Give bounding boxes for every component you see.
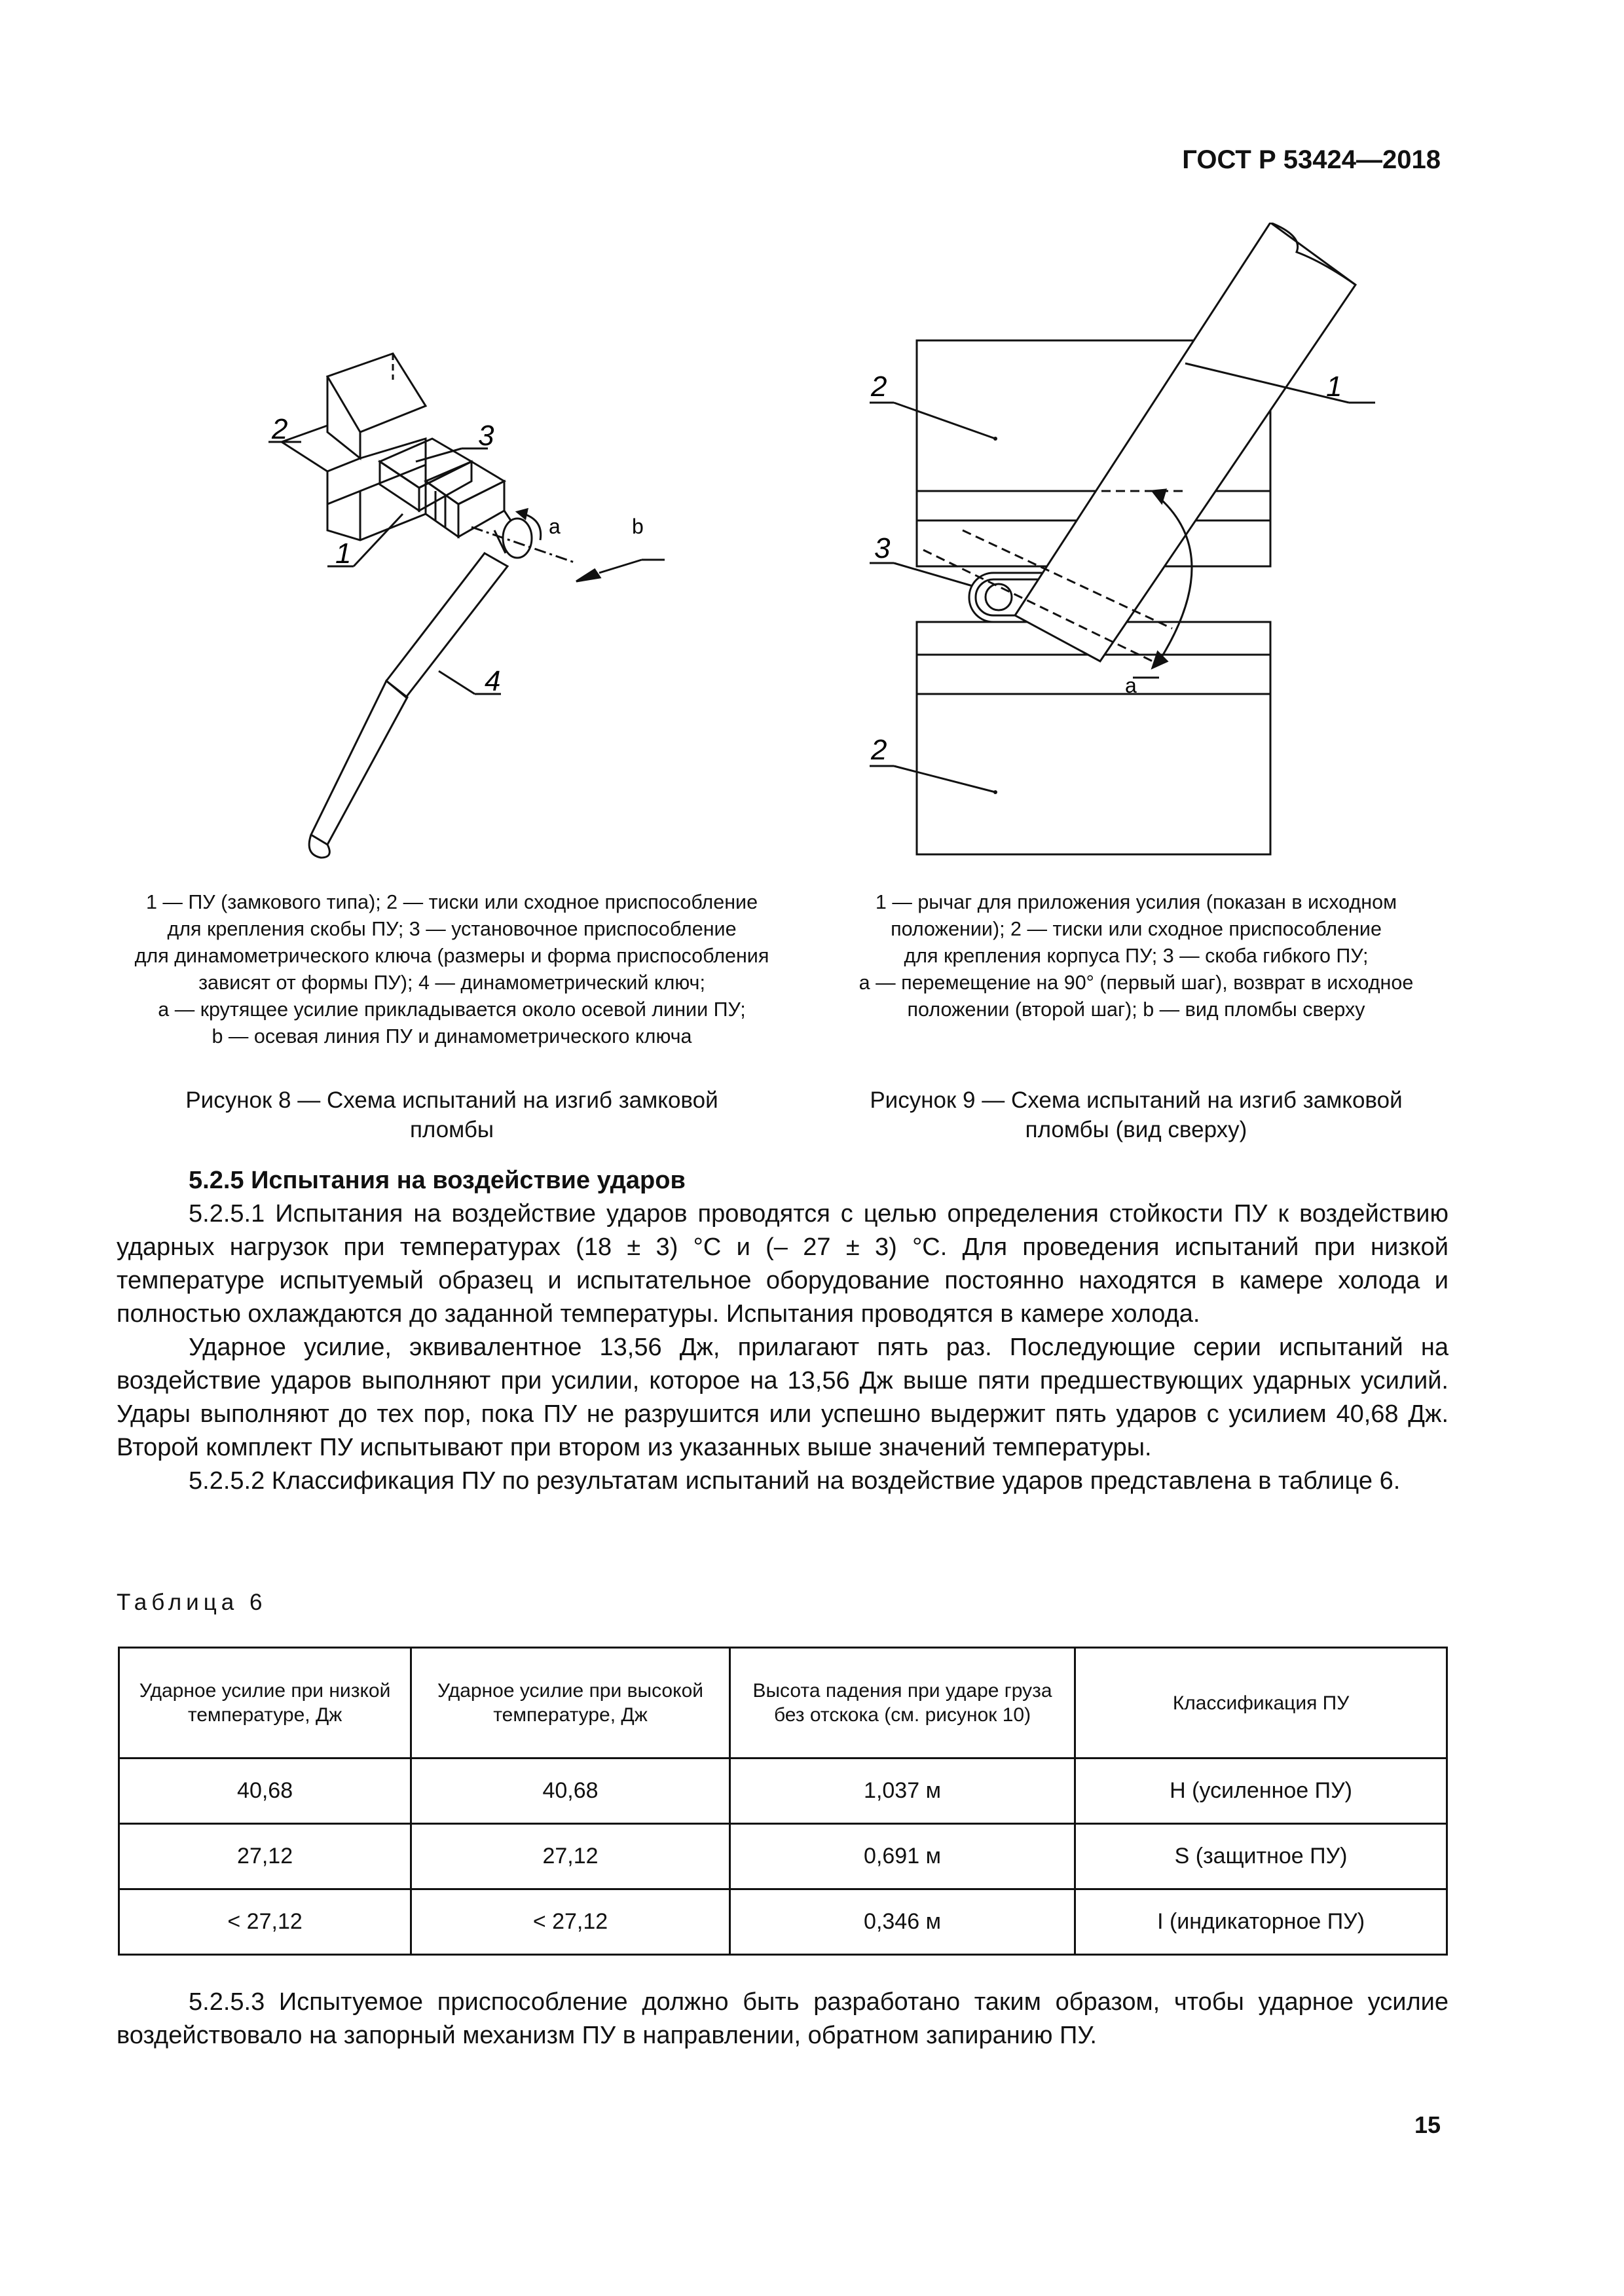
table-cell: 0,346 м xyxy=(729,1889,1075,1955)
table-cell: I (индикаторное ПУ) xyxy=(1075,1889,1447,1955)
leader-2-lower xyxy=(282,442,327,471)
legend-line: b — осевая линия ПУ и динамометрического ключа xyxy=(212,1025,692,1048)
shackle-pin xyxy=(986,584,1012,610)
legend-line: положении (второй шаг); b — вид пломбы сверху xyxy=(907,998,1365,1021)
view-arrowhead xyxy=(576,570,600,581)
column-header: Высота падения при ударе груза без отскока (см. рисунок 10) xyxy=(729,1648,1075,1758)
caption-line: пломбы xyxy=(409,1117,494,1142)
leader-3 xyxy=(416,448,462,462)
table-6 xyxy=(118,1647,1448,1956)
column-header: Ударное усилие при низкой температуре, Дж xyxy=(119,1648,411,1758)
leader-dot xyxy=(993,437,997,441)
vise-upper-side xyxy=(327,376,360,458)
figure-9-caption xyxy=(796,1085,1477,1144)
table-cell: Н (усиленное ПУ) xyxy=(1075,1758,1447,1824)
legend-line: для крепления корпуса ПУ; 3 — скоба гибкого ПУ; xyxy=(904,945,1369,967)
leader-2a xyxy=(894,403,995,439)
leader-2b xyxy=(894,766,995,792)
legend-line: а — перемещение на 90° (первый шаг), возврат в исходное xyxy=(858,972,1414,994)
vise-lower-side xyxy=(327,465,426,540)
paragraph-5-2-5-2: 5.2.5.2 Классификация ПУ по результатам испытаний на воздействие ударов представлена в таблице 6. xyxy=(189,1467,1401,1495)
table-cell: 1,037 м xyxy=(729,1758,1075,1824)
fig8-label-1: 1 xyxy=(335,538,352,570)
table-cell: 40,68 xyxy=(411,1758,730,1824)
figure-8-caption xyxy=(111,1085,792,1144)
legend-line: а — крутящее усилие прикладывается около осевой линии ПУ; xyxy=(158,998,746,1021)
fig8-label-2: 2 xyxy=(272,413,288,445)
fig8-label-4: 4 xyxy=(485,665,501,697)
fig9-label-a: a xyxy=(1125,674,1137,697)
table-cell: 27,12 xyxy=(119,1824,411,1889)
table-row xyxy=(119,1758,1447,1824)
socket-edge xyxy=(504,511,511,520)
lever-body xyxy=(1015,223,1356,661)
paragraph-impact-force: Ударное усилие, эквивалентное 13,56 Дж, прилагают пять раз. Последующие серии испытаний на воздействие ударов выполняют при усилии, которое на 13,56 Дж выше пяти предшествующих ударных усилий. Удары выполняют до тех пор, пока ПУ не разрушится или успешно выдержит пять ударов с усилием 40,68 Дж. Второй комплект ПУ испытывают при втором из указанных выше значений температуры. xyxy=(117,1334,1449,1461)
page-number: 15 xyxy=(1414,2111,1441,2138)
wrench-grip-end xyxy=(309,835,329,858)
table-cell: 27,12 xyxy=(411,1824,730,1889)
table-row xyxy=(119,1824,1447,1889)
fig9-label-1: 1 xyxy=(1326,371,1342,403)
legend-line: для динамометрического ключа (размеры и форма приспособления xyxy=(134,945,769,967)
caption-line: Рисунок 8 — Схема испытаний на изгиб замковой xyxy=(185,1087,718,1113)
view-arrow-line xyxy=(599,560,642,573)
legend-line: для крепления скобы ПУ; 3 — установочное приспособление xyxy=(167,918,737,940)
table-cell: 40,68 xyxy=(119,1758,411,1824)
vise-upper-block xyxy=(327,354,426,432)
wrench-socket-ring xyxy=(503,519,532,558)
leader-2-upper xyxy=(282,426,327,442)
section-body xyxy=(117,1164,1449,1498)
fig8-label-a: a xyxy=(549,515,561,538)
fig8-label-3: 3 xyxy=(478,420,494,452)
column-header: Ударное усилие при высокой температуре, Дж xyxy=(411,1648,730,1758)
axis-line xyxy=(471,527,576,563)
fig9-label-2-lower: 2 xyxy=(871,734,887,766)
adapter-top xyxy=(426,462,504,504)
legend-line: 1 — рычаг для приложения усилия (показан в исходном xyxy=(875,891,1397,913)
leader-dot xyxy=(993,790,997,794)
wrench-grip xyxy=(311,681,407,845)
paragraph-5-2-5-3: 5.2.5.3 Испытуемое приспособление должно быть разработано таким образом, чтобы ударное усилие воздействовало на запорный механизм ПУ в направлении, обратном запиранию ПУ. xyxy=(117,1988,1449,2049)
leader-4 xyxy=(439,671,475,694)
table-cell: < 27,12 xyxy=(411,1889,730,1955)
table-header-row xyxy=(119,1648,1447,1758)
legend-line: положении); 2 — тиски или сходное приспособление xyxy=(891,918,1382,940)
paragraph-5-2-5-1: 5.2.5.1 Испытания на воздействие ударов проводятся с целью определения стойкости ПУ к воздействию ударных нагрузок при температурах (18 ± 3) °С и (– 27 ± 3) °С. Для проведения испытаний при низкой температуре испытуемый образец и испытательное оборудование постоянно находятся в камере холода и полностью охлаждаются до заданной температуры. Испытания проводятся в камере холода. xyxy=(117,1200,1449,1328)
figure-8-legend xyxy=(111,889,792,1050)
legend-line: зависят от формы ПУ); 4 — динамометрический ключ; xyxy=(198,972,705,994)
section-heading: 5.2.5 Испытания на воздействие ударов xyxy=(189,1167,686,1194)
adapter-side xyxy=(426,481,458,537)
adapter-front xyxy=(458,481,504,537)
table-caption: Таблица 6 xyxy=(117,1590,267,1615)
table-cell: S (защитное ПУ) xyxy=(1075,1824,1447,1889)
document-code-header: ГОСТ Р 53424—2018 xyxy=(1182,145,1441,174)
torque-arrowhead xyxy=(517,509,527,519)
caption-line: пломбы (вид сверху) xyxy=(1025,1117,1247,1142)
figure-8-drawing xyxy=(236,340,707,864)
table-cell: < 27,12 xyxy=(119,1889,411,1955)
fig9-label-3: 3 xyxy=(874,532,891,564)
legend-line: 1 — ПУ (замкового типа); 2 — тиски или сходное приспособление xyxy=(145,891,758,913)
figure-9-drawing xyxy=(845,223,1434,858)
column-header: Классификация ПУ xyxy=(1075,1648,1447,1758)
fig8-label-b: b xyxy=(632,515,644,538)
section-body-continued xyxy=(117,1986,1449,2052)
caption-line: Рисунок 9 — Схема испытаний на изгиб замковой xyxy=(870,1087,1403,1113)
table-cell: 0,691 м xyxy=(729,1824,1075,1889)
table-row xyxy=(119,1889,1447,1955)
figure-9-legend xyxy=(796,889,1477,1023)
fig9-label-2-upper: 2 xyxy=(871,371,887,403)
